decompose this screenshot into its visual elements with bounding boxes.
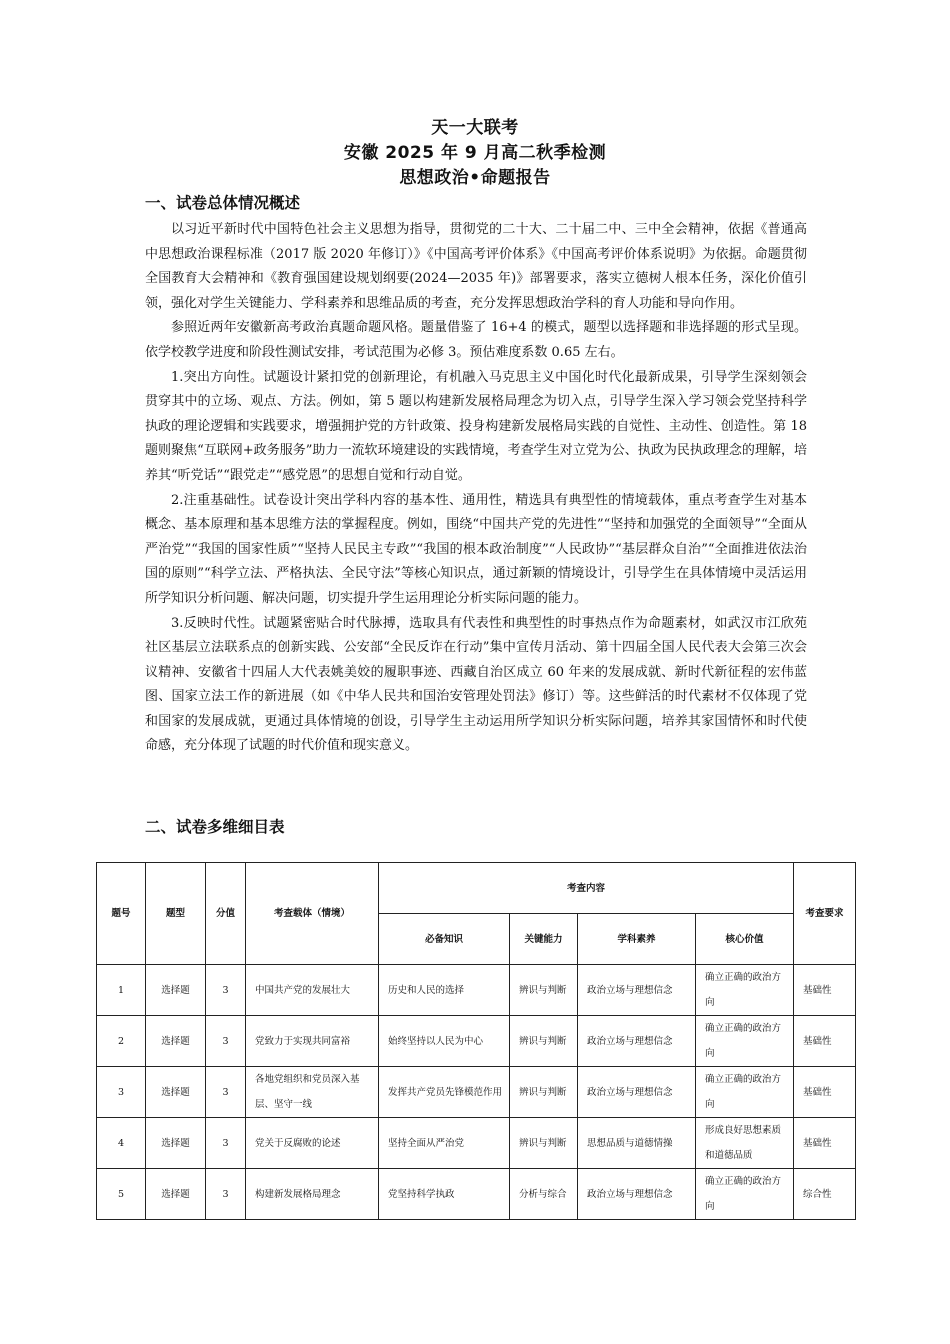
paragraph: 3.反映时代性。试题紧密贴合时代脉搏，选取具有代表性和典型性的时事热点作为命题素材，如武汉市江欣苑社区基层立法联系点的创新实践、公安部“全民反诈在行动”集中宣传月活动、第十四届全国人民代表大会第三次会议精神、安徽省十四届人大代表姚美姣的履职事迹、西藏自治区成立 60 年来的发展成就、新时代新征程的宏伟蓝图、国家立法工作的新进展（如《中华人民共和国治安管理处罚法》修订）等。这些鲜活的时代素材不仅体现了党和国家的发展成就，更通过具体情境的创设，引导学生主动运用所学知识分析实际问题，培养其家国情怀和时代使命感，充分体现了试题的时代价值和现实意义。: [145, 615, 807, 754]
header-literacy: 学科素养: [578, 914, 696, 965]
cell-type: 选择题: [146, 1118, 206, 1169]
overview-text: [145, 218, 807, 759]
cell-ability: 分析与综合: [510, 1169, 578, 1220]
cell-literacy: 思想品质与道德情操: [578, 1118, 696, 1169]
cell-ability: 辨识与判断: [510, 965, 578, 1016]
table-row: [97, 1118, 856, 1169]
header-carrier: 考查载体（情境）: [246, 863, 379, 965]
header-knowledge: 必备知识: [379, 914, 510, 965]
cell-requirement: 基础性: [794, 1016, 856, 1067]
cell-num: 1: [97, 965, 146, 1016]
cell-literacy: 政治立场与理想信念: [578, 1169, 696, 1220]
cell-type: 选择题: [146, 1169, 206, 1220]
cell-type: 选择题: [146, 965, 206, 1016]
cell-knowledge: 历史和人民的选择: [379, 965, 510, 1016]
header-value: 核心价值: [696, 914, 794, 965]
specification-table: [96, 862, 856, 1220]
cell-value: 确立正确的政治方向: [696, 965, 794, 1016]
cell-value: 确立正确的政治方向: [696, 1169, 794, 1220]
paragraph: 2.注重基础性。试卷设计突出学科内容的基本性、通用性，精选具有典型性的情境载体，重点考查学生对基本概念、基本原理和基本思维方法的掌握程度。例如，围绕“中国共产党的先进性”“坚持和加强党的全面领导”“全面从严治党”“我国的国家性质”“坚持人民民主专政”“我国的根本政治制度”“人民政协”“基层群众自治”“全面推进依法治国的原则”“科学立法、严格执法、全民守法”等核心知识点，通过新颖的情境设计，引导学生在具体情境中灵活运用所学知识分析问题、解决问题，切实提升学生运用理论分析实际问题的能力。: [145, 492, 807, 606]
cell-knowledge: 党坚持科学执政: [379, 1169, 510, 1220]
table-row: [97, 1067, 856, 1118]
section-1-heading: 一、试卷总体情况概述: [145, 194, 301, 212]
exam-organizer-title: 天一大联考: [431, 118, 519, 138]
cell-ability: 辨识与判断: [510, 1118, 578, 1169]
header-num: 题号: [97, 863, 146, 965]
report-title: 思想政治•命题报告: [399, 168, 551, 188]
header-type: 题型: [146, 863, 206, 965]
cell-literacy: 政治立场与理想信念: [578, 1016, 696, 1067]
exam-name-title: 安徽 2025 年 9 月高二秋季检测: [343, 143, 607, 163]
section-2-heading: 二、试卷多维细目表: [145, 818, 285, 836]
cell-requirement: 基础性: [794, 965, 856, 1016]
header-ability: 关键能力: [510, 914, 578, 965]
cell-carrier: 党致力于实现共同富裕: [246, 1016, 379, 1067]
paragraph: 以习近平新时代中国特色社会主义思想为指导，贯彻党的二十大、二十届二中、三中全会精神，依据《普通高中思想政治课程标准（2017 版 2020 年修订）》《中国高考评价体系》《中国高考评价体系说明》为依据。命题贯彻全国教育大会精神和《教育强国建设规划纲要(2024—2035 年)》部署要求，落实立德树人根本任务，深化价值引领，强化对学生关键能力、学科素养和思维品质的考查，充分发挥思想政治学科的育人功能和导向作用。: [145, 222, 807, 311]
table-row: [97, 1016, 856, 1067]
cell-num: 5: [97, 1169, 146, 1220]
cell-value: 形成良好思想素质和道德品质: [696, 1118, 794, 1169]
cell-carrier: 党关于反腐败的论述: [246, 1118, 379, 1169]
cell-ability: 辨识与判断: [510, 1016, 578, 1067]
cell-ability: 辨识与判断: [510, 1067, 578, 1118]
cell-value: 确立正确的政治方向: [696, 1067, 794, 1118]
cell-literacy: 政治立场与理想信念: [578, 965, 696, 1016]
paragraph: 参照近两年安徽新高考政治真题命题风格。题量借鉴了 16+4 的模式，题型以选择题和非选择题的形式呈现。依学校教学进度和阶段性测试安排，考试范围为必修 3。预估难度系数 0.65 左右。: [145, 320, 807, 360]
cell-score: 3: [206, 1169, 246, 1220]
cell-knowledge: 始终坚持以人民为中心: [379, 1016, 510, 1067]
cell-num: 3: [97, 1067, 146, 1118]
header-requirement: 考查要求: [794, 863, 856, 965]
paragraph: 1.突出方向性。试题设计紧扣党的创新理论，有机融入马克思主义中国化时代化最新成果，引导学生深刻领会贯穿其中的立场、观点、方法。例如，第 5 题以构建新发展格局理念为切入点，引导学生深入学习领会党坚持科学执政的理论逻辑和实践要求，增强拥护党的方针政策、投身构建新发展格局实践的自觉性、主动性、创造性。第 18 题则聚焦“互联网+政务服务”助力一流软环境建设的实践情境，考查学生对立党为公、执政为民执政理念的理解，培养其“听党话”“跟党走”“感党恩”的思想自觉和行动自觉。: [145, 369, 807, 483]
header-score: 分值: [206, 863, 246, 965]
cell-score: 3: [206, 1067, 246, 1118]
table-row: [97, 965, 856, 1016]
cell-value: 确立正确的政治方向: [696, 1016, 794, 1067]
cell-requirement: 综合性: [794, 1169, 856, 1220]
cell-carrier: 构建新发展格局理念: [246, 1169, 379, 1220]
cell-num: 2: [97, 1016, 146, 1067]
cell-score: 3: [206, 965, 246, 1016]
cell-requirement: 基础性: [794, 1118, 856, 1169]
header-content: 考查内容: [379, 863, 794, 914]
cell-score: 3: [206, 1118, 246, 1169]
cell-knowledge: 坚持全面从严治党: [379, 1118, 510, 1169]
cell-literacy: 政治立场与理想信念: [578, 1067, 696, 1118]
cell-knowledge: 发挥共产党员先锋模范作用: [379, 1067, 510, 1118]
title-block: [0, 116, 950, 191]
cell-type: 选择题: [146, 1067, 206, 1118]
cell-carrier: 各地党组织和党员深入基层、坚守一线: [246, 1067, 379, 1118]
cell-requirement: 基础性: [794, 1067, 856, 1118]
cell-score: 3: [206, 1016, 246, 1067]
cell-type: 选择题: [146, 1016, 206, 1067]
table-row: [97, 1169, 856, 1220]
cell-num: 4: [97, 1118, 146, 1169]
cell-carrier: 中国共产党的发展壮大: [246, 965, 379, 1016]
